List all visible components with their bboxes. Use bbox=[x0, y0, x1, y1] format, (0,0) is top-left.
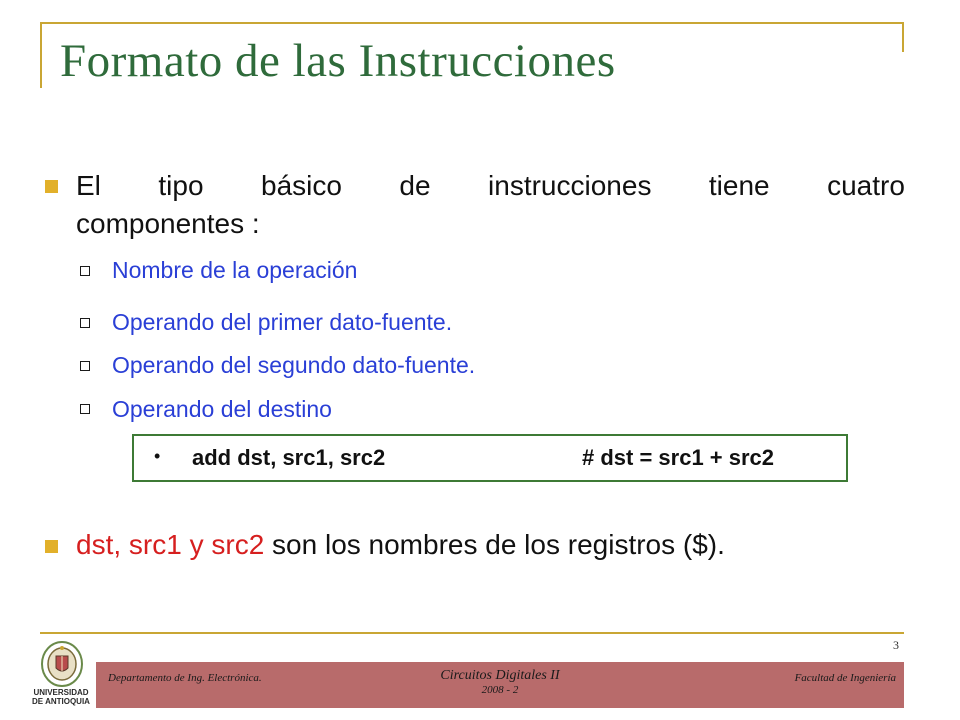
page-number: 3 bbox=[893, 638, 899, 652]
checkbox-bullet-icon bbox=[80, 404, 90, 414]
university-name bbox=[28, 688, 94, 706]
register-names: dst, src1 y src2 bbox=[76, 529, 265, 560]
footer-department: Departamento de Ing. Electrónica. bbox=[108, 672, 262, 684]
bullet2-text bbox=[76, 526, 725, 564]
frame-top-line bbox=[40, 22, 904, 24]
logo-line: DE ANTIOQUIA bbox=[32, 697, 90, 706]
code-example-box bbox=[132, 434, 848, 482]
bullet1-word: tipo bbox=[158, 170, 204, 201]
bullet1-word: El bbox=[76, 170, 101, 201]
bullet-square-icon bbox=[45, 540, 58, 553]
bullet1-word: instrucciones bbox=[488, 170, 652, 201]
code-comment: # dst = src1 + src2 bbox=[582, 445, 775, 470]
footer-period: 2008 - 2 bbox=[481, 684, 519, 696]
bullet2-rest: son los nombres de los registros ($). bbox=[264, 529, 725, 560]
code-instruction: add dst, src1, src2 bbox=[192, 445, 386, 470]
slide-title: Formato de las Instrucciones bbox=[60, 35, 616, 87]
frame-right-line bbox=[902, 22, 904, 52]
bullet1-word: tiene bbox=[708, 170, 770, 201]
bullet-square-icon bbox=[45, 180, 58, 193]
checkbox-bullet-icon bbox=[80, 318, 90, 328]
bullet1-word: de bbox=[399, 170, 431, 201]
bullet1-word: cuatro bbox=[827, 170, 905, 201]
code-bullet: • bbox=[154, 446, 161, 466]
sub-item: Operando del primer dato-fuente. bbox=[112, 309, 453, 335]
footer-course-block bbox=[96, 668, 904, 697]
checkbox-bullet-icon bbox=[80, 266, 90, 276]
footer-faculty: Facultad de Ingeniería bbox=[794, 672, 896, 684]
footer-course: Circuitos Digitales II bbox=[440, 668, 560, 683]
checkbox-bullet-icon bbox=[80, 361, 90, 371]
logo-line: UNIVERSIDAD bbox=[33, 688, 89, 697]
sub-item: Operando del destino bbox=[112, 396, 332, 422]
sub-item: Operando del segundo dato-fuente. bbox=[112, 352, 476, 378]
bullet1-line1 bbox=[76, 167, 905, 205]
frame-left-line bbox=[40, 22, 42, 88]
bullet1-word: básico bbox=[261, 170, 342, 201]
footer-divider bbox=[40, 632, 904, 634]
footer-bar bbox=[96, 662, 904, 708]
sub-item: Nombre de la operación bbox=[112, 257, 358, 283]
bullet1-line2: componentes : bbox=[76, 208, 260, 239]
